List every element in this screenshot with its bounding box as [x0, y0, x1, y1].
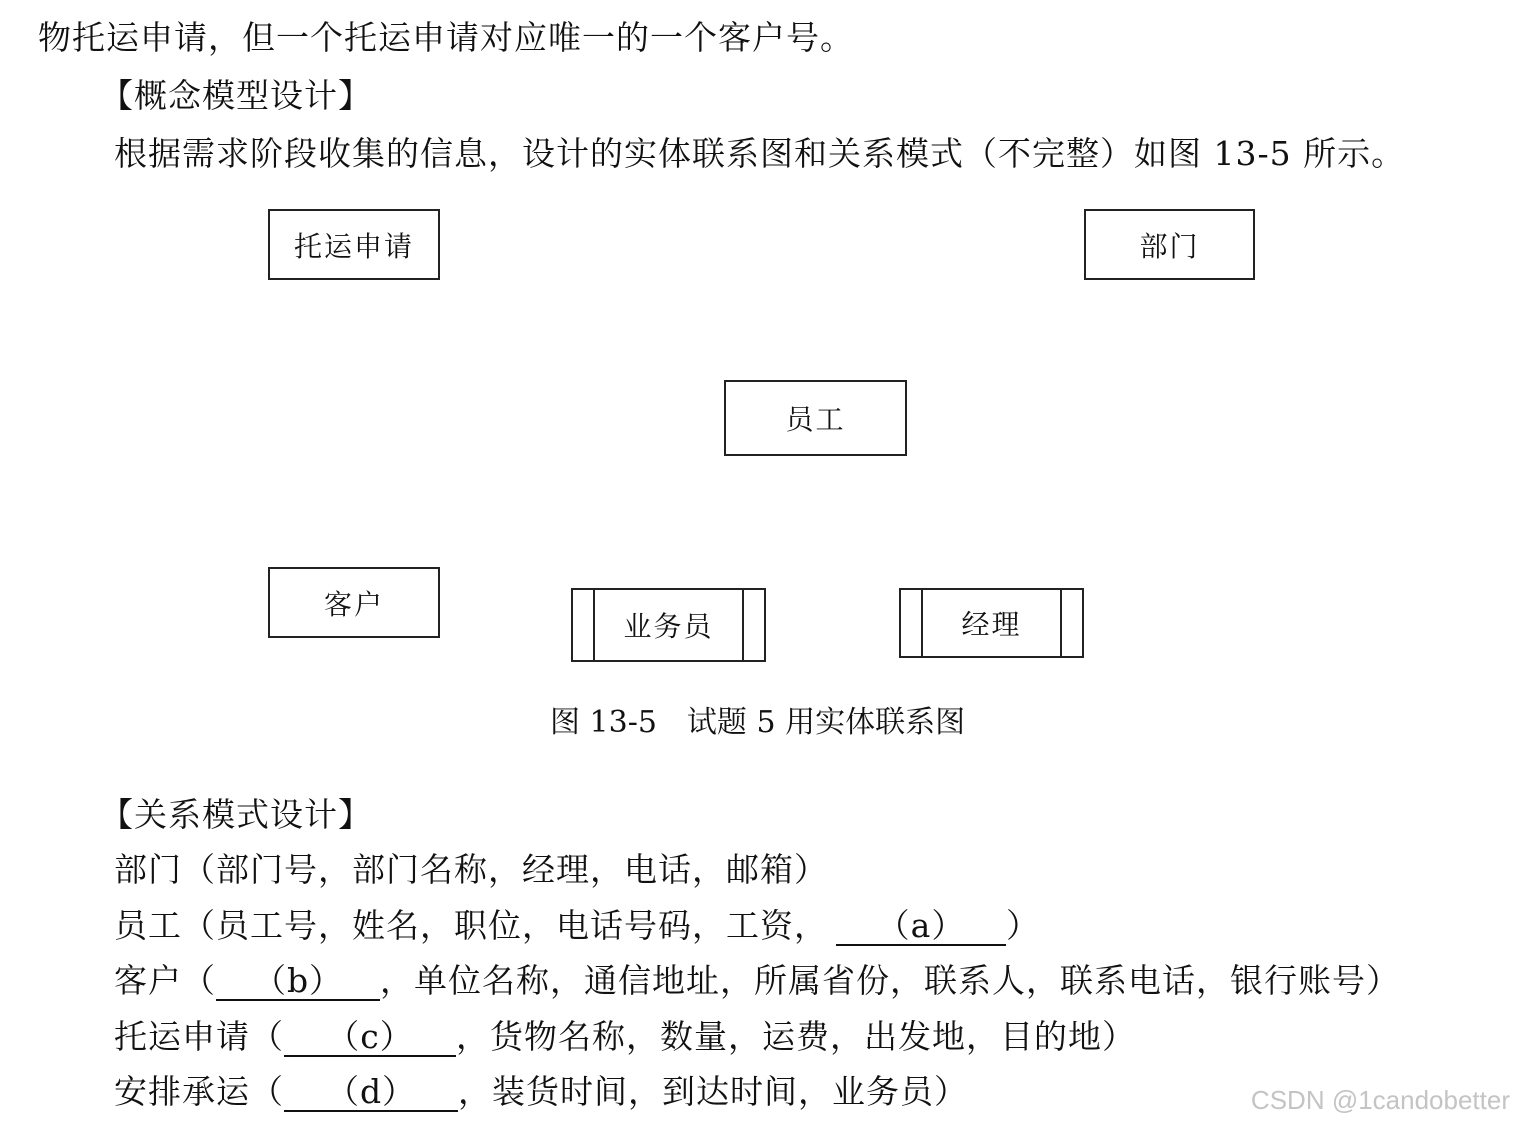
entity-salesperson-label: 业务员 — [623, 610, 714, 643]
subtype-left-bar — [593, 590, 595, 660]
entity-employee: 员工 — [724, 380, 907, 456]
entity-manager-label: 经理 — [961, 608, 1022, 641]
relation-customer — [114, 961, 1400, 1001]
watermark: CSDN @1candobetter — [1250, 1085, 1510, 1115]
entity-salesperson — [571, 588, 766, 662]
concept-description: 根据需求阶段收集的信息，设计的实体联系图和关系模式（不完整）如图 13-5 所示。 — [114, 134, 1406, 173]
relation-consignment-prefix: 托运申请（ — [114, 1017, 284, 1056]
blank-b: （b） — [216, 963, 380, 1001]
entity-department: 部门 — [1084, 209, 1255, 280]
relation-employee — [114, 906, 1040, 946]
relation-shipping — [114, 1072, 968, 1112]
subtype-right-bar — [1060, 590, 1062, 656]
entity-manager — [899, 588, 1084, 658]
relation-consignment-suffix: ，货物名称，数量，运费，出发地，目的地） — [456, 1017, 1136, 1056]
intro-tail-text: 物托运申请，但一个托运申请对应唯一的一个客户号。 — [38, 18, 854, 57]
blank-d: （d） — [284, 1074, 458, 1112]
relation-shipping-suffix: ，装货时间，到达时间，业务员） — [458, 1072, 968, 1111]
relation-employee-prefix: 员工（员工号，姓名，职位，电话号码，工资， — [114, 906, 828, 945]
subtype-right-bar — [742, 590, 744, 660]
concept-heading: 【概念模型设计】 — [100, 76, 372, 115]
figure-caption: 图 13-5 试题 5 用实体联系图 — [550, 705, 966, 740]
entity-consignment: 托运申请 — [268, 209, 440, 280]
relation-shipping-prefix: 安排承运（ — [114, 1072, 284, 1111]
relation-department: 部门（部门号，部门名称，经理，电话，邮箱） — [114, 850, 828, 889]
relation-heading: 【关系模式设计】 — [100, 795, 372, 834]
subtype-left-bar — [921, 590, 923, 656]
relation-consignment — [114, 1017, 1136, 1057]
relation-customer-prefix: 客户（ — [114, 961, 216, 1000]
blank-c: （c） — [284, 1019, 456, 1057]
entity-customer: 客户 — [268, 567, 440, 638]
relation-customer-suffix: ，单位名称，通信地址，所属省份，联系人，联系电话，银行账号） — [380, 961, 1400, 1000]
relation-employee-suffix: ） — [1006, 906, 1040, 945]
blank-a: （a） — [836, 908, 1006, 946]
